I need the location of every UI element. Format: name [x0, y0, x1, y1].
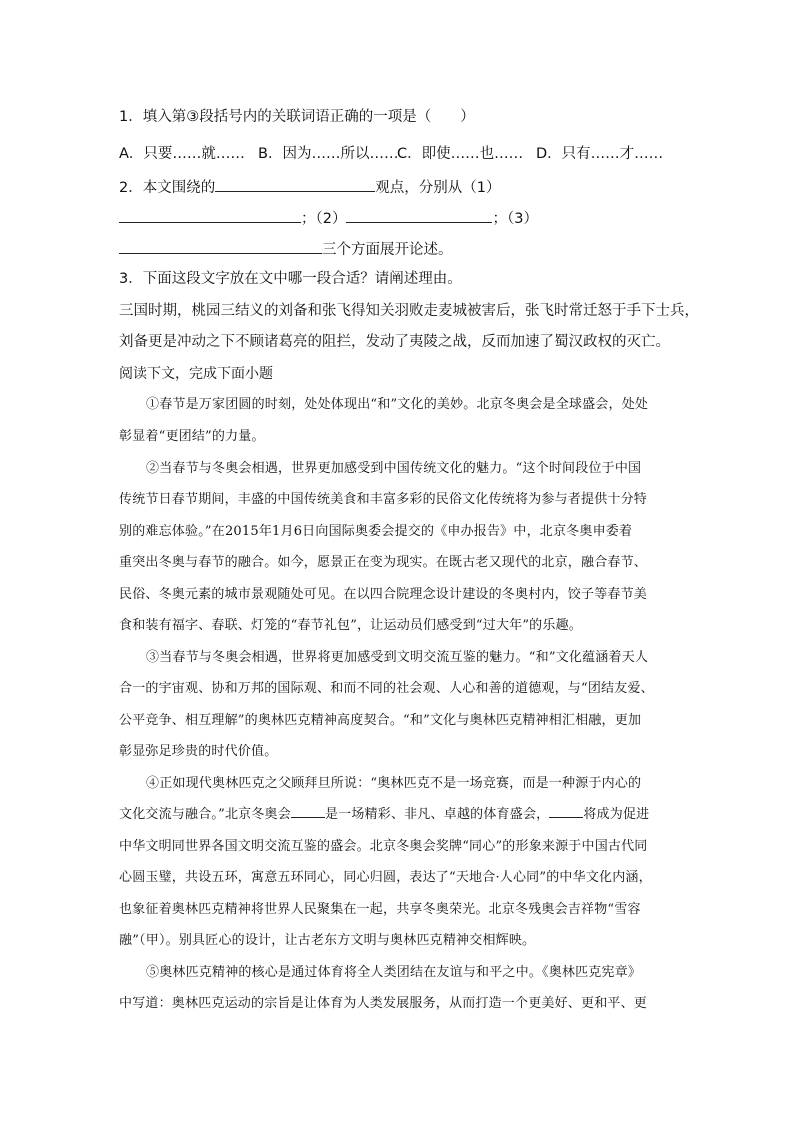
paragraph-4-line-2-part-b: 是一场精彩、非凡、卓越的体育盛会，	[324, 807, 550, 822]
paragraph-4-line-2-part-c: 将成为促进	[583, 807, 650, 822]
paragraph-3-line-4: 彰显弥足珍贵的时代价值。	[119, 744, 278, 759]
paragraph-5-line-2: 中写道：奥林匹克运动的宗旨是让体育为人类发展服务，从而打造一个更美好、更和平、更	[119, 996, 648, 1011]
question-3-stem: 3．下面这段文字放在文中哪一段合适？请阐述理由。	[119, 271, 462, 287]
answer-blank-3[interactable]	[119, 238, 322, 254]
paragraph-2-line-2: 传统节日春节期间，丰盛的中国传统美食和丰富多彩的民俗文化传统将为参与者提供十分特	[119, 492, 648, 507]
question-3-text-line-1: 三国时期，桃园三结义的刘备和张飞得知关羽败走麦城被害后，张飞时常迁怒于手下士兵，	[119, 303, 699, 319]
paragraph-3-line-1: ③当春节与冬奥会相遇，世界将更加感受到文明交流互鉴的魅力。“和”文化蕴涵着天人	[146, 650, 649, 665]
paragraph-2-line-1: ②当春节与冬奥会相遇，世界更加感受到中国传统文化的魅力。“这个时间段位于中国	[146, 461, 642, 476]
question-3-text-line-2: 刘备更是冲动之下不顾诸葛亮的阻拦，发动了夷陵之战，反而加速了蜀汉政权的灭亡。	[119, 334, 670, 350]
paragraph-2-line-4: 重突出冬奥与春节的融合。如今，愿景正在变为现实。在既古老又现代的北京，融合春节、	[119, 555, 648, 570]
paragraph-4-line-1: ④正如现代奥林匹克之父顾拜旦所说：“奥林匹克不是一场竞赛，而是一种源于内心的	[146, 776, 642, 791]
blank-b[interactable]	[549, 805, 583, 818]
paragraph-2-line-6: 食和装有福字、春联、灯笼的“春节礼包”，让运动员们感受到“过大年”的乐趣。	[119, 618, 582, 633]
paragraph-4-line-6: 融”（甲）。别具匠心的设计，让古老东方文明与奥林匹克精神交相辉映。	[119, 933, 536, 948]
question-2-part-1: 2．本文围绕的	[119, 180, 216, 196]
paragraph-5-line-1: ⑤奥林匹克精神的核心是通过体育将全人类团结在友谊与和平之中。《奥林匹克宪章》	[146, 965, 642, 980]
paragraph-1-line-1: ①春节是万家团圆的时刻，处处体现出“和”文化的美妙。北京冬奥会是全球盛会，处处	[146, 397, 649, 412]
question-2-part-2: 观点，分别从（1）	[375, 180, 501, 196]
answer-blank-2[interactable]	[346, 207, 492, 223]
paragraph-4-line-2	[119, 805, 649, 825]
option-d: D．只有……才……	[536, 146, 664, 162]
option-b: B．因为……所以……	[258, 146, 399, 162]
reading-instruction: 阅读下文，完成下面小题	[119, 366, 273, 382]
paragraph-3-line-2: 合一的宇宙观、协和万邦的国际观、和而不同的社会观、人心和善的道德观，与“团结友爱、	[119, 681, 654, 696]
question-2-line-2	[119, 207, 538, 229]
question-1-stem: 1．填入第③段括号内的关联词语正确的一项是（ ）	[119, 109, 475, 125]
question-2-line-1	[119, 176, 500, 198]
option-a: A．只要……就……	[119, 146, 245, 162]
paragraph-1-line-2: 彰显着“更团结”的力量。	[119, 429, 265, 444]
paragraph-4-line-4: 心圆玉璧，共设五环，寓意五环同心，同心归圆，表达了“天地合·人心同”的中华文化内涵，	[119, 870, 652, 885]
answer-blank-topic[interactable]	[215, 176, 375, 192]
paragraph-4-line-5: 也象征着奥林匹克精神将世界人民聚集在一起，共享冬奥荣光。北京冬残奥会吉祥物“雪容	[119, 902, 641, 917]
answer-blank-1[interactable]	[119, 207, 301, 223]
blank-a[interactable]	[291, 805, 325, 818]
question-2-line-3	[119, 238, 453, 260]
paragraph-4-line-2-part-a: 文化交流与融合。”北京冬奥会	[119, 807, 291, 822]
paragraph-3-line-3: 公平竞争、相互理解”的奥林匹克精神高度契合。“和”文化与奥林匹克精神相汇相融，更加	[119, 713, 642, 728]
paragraph-2-line-3: 别的难忘体验。”在2015年1月6日向国际奥委会提交的《申办报告》中，北京冬奥申委着	[119, 524, 633, 539]
question-1-options	[119, 144, 679, 164]
paragraph-4-line-3: 中华文明同世界各国文明交流互鉴的盛会。北京冬奥会奖牌“同心”的形象来源于中国古代同	[119, 839, 648, 854]
question-2-tail: 三个方面展开论述。	[322, 242, 453, 258]
question-2-sep-2: ；（2）	[301, 211, 347, 227]
option-c: C．即使……也……	[397, 146, 524, 162]
question-2-sep-3: ；（3）	[492, 211, 538, 227]
paragraph-2-line-5: 民俗、冬奥元素的城市景观随处可见。在以四合院理念设计建设的冬奥村内，饺子等春节美	[119, 587, 648, 602]
